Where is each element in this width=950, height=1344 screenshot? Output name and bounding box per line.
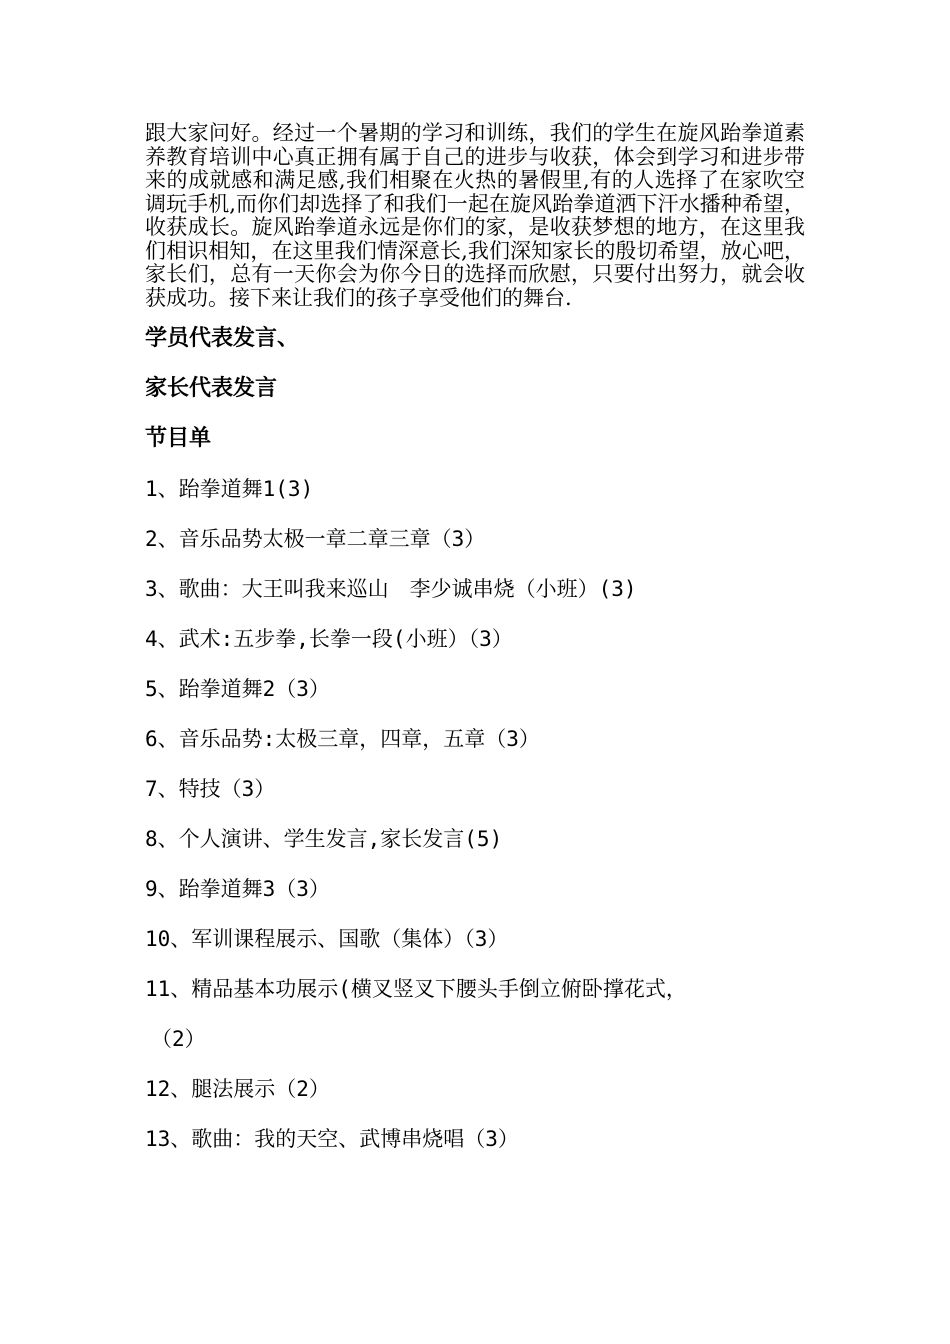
program-item: 11、精品基本功展示(横叉竖叉下腰头手倒立俯卧撑花式， <box>145 977 687 1001</box>
program-item: 3、歌曲：大王叫我来巡山 李少诚串烧（小班）(3) <box>145 577 637 601</box>
program-item-continuation: （2） <box>151 1027 206 1051</box>
program-item: 13、歌曲：我的天空、武博串烧唱（3） <box>145 1127 519 1151</box>
program-item: 8、个人演讲、学生发言,家长发言(5) <box>145 827 503 851</box>
program-item: 10、军训课程展示、国歌（集体）（3） <box>145 927 509 951</box>
program-item: 12、腿法展示（2） <box>145 1077 330 1101</box>
program-item: 1、跆拳道舞1(3) <box>145 477 314 501</box>
heading-program-title: 节目单 <box>145 426 212 451</box>
program-item: 4、武术:五步拳,长拳一段(小班）（3） <box>145 627 513 651</box>
intro-paragraph: 跟大家问好。经过一个暑期的学习和训练，我们的学生在旋风跆拳道素养教育培训中心真正拥有属于自己的进步与收获，体会到学习和进步带来的成就感和满足感,我们相聚在火热的暑假里,有的人选择了在家吹空调玩手机,而你们却选择了和我们一起在旋风跆拳道洒下汗水播种希望，收获成长。旋风跆拳道永远是你们的家，是收获梦想的地方，在这里我们相识相知，在这里我们情深意长,我们深知家长的殷切希望，放心吧，家长们，总有一天你会为你今日的选择而欣慰，只要付出努力，就会收获成功。接下来让我们的孩子享受他们的舞台. <box>145 121 805 310</box>
program-item: 6、音乐品势:太极三章，四章，五章（3） <box>145 727 540 751</box>
program-item: 7、特技（3） <box>145 777 276 801</box>
document-body <box>145 122 805 1164</box>
program-item: 9、跆拳道舞3（3） <box>145 877 330 901</box>
program-list <box>145 464 805 1164</box>
program-item: 2、音乐品势太极一章二章三章（3） <box>145 527 486 551</box>
program-item: 5、跆拳道舞2（3） <box>145 677 330 701</box>
heading-student-speech: 学员代表发言、 <box>145 326 300 351</box>
heading-parent-speech: 家长代表发言 <box>145 376 278 401</box>
